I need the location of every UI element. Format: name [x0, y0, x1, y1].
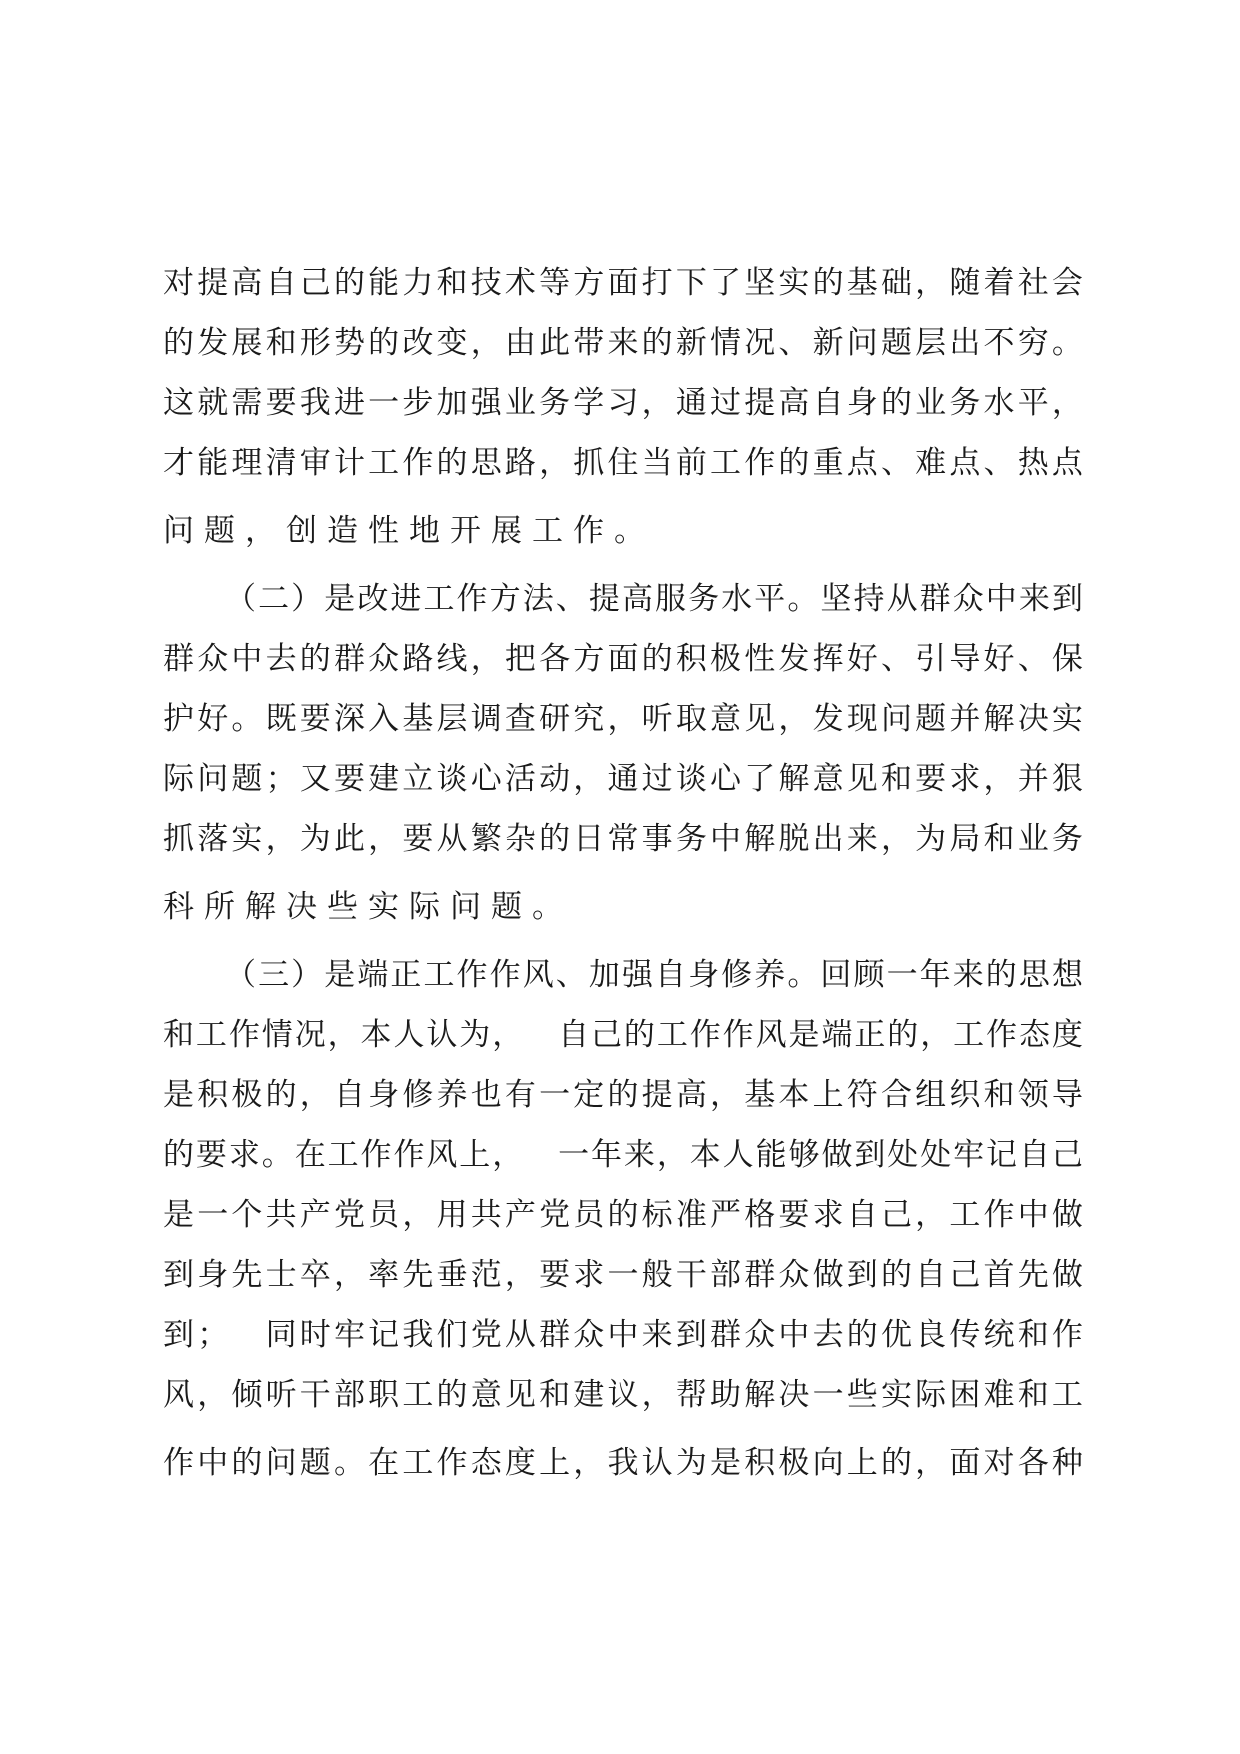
text-line: 抓 落 实 ， 为 此 ， 要 从 繁 杂 的 日 常 事 务 中 解 脱 出 来 ， 为 局 和 业 务 [163, 821, 1083, 857]
text-line: 这 就 需 要 我 进 一 步 加 强 业 务 学 习 ， 通 过 提 高 自 身 的 业 务 水 平 ， [163, 385, 1083, 421]
text-line: 到 ； 同 时 牢 记 我 们 党 从 群 众 中 来 到 群 众 中 去 的 优 良 传 统 和 作 [163, 1317, 1083, 1353]
text-line: 问题，创造性地开展工作。 [163, 513, 655, 549]
text-line: 对 提 高 自 己 的 能 力 和 技 术 等 方 面 打 下 了 坚 实 的 基 础 ， 随 着 社 会 [163, 265, 1083, 301]
text-line: 科所解决些实际问题。 [163, 889, 573, 925]
text-line: 和 工 作 情 况 ， 本 人 认 为 ， 自 己 的 工 作 作 风 是 端 正 的 ， 工 作 态 度 [163, 1017, 1083, 1053]
text-line: 到 身 先 士 卒 ， 率 先 垂 范 ， 要 求 一 般 干 部 群 众 做 到 的 自 己 首 先 做 [163, 1257, 1083, 1293]
text-line: 的 发 展 和 形 势 的 改 变 ， 由 此 带 来 的 新 情 况 、 新 问 题 层 出 不 穷 。 [163, 325, 1083, 361]
text-line: 群 众 中 去 的 群 众 路 线 ， 把 各 方 面 的 积 极 性 发 挥 好 、 引 导 好 、 保 [163, 641, 1083, 677]
text-line: （ 二 ） 是 改 进 工 作 方 法 、 提 高 服 务 水 平 。 坚 持 从 群 众 中 来 到 [225, 581, 1083, 617]
text-line: 才 能 理 清 审 计 工 作 的 思 路 ， 抓 住 当 前 工 作 的 重 点 、 难 点 、 热 点 [163, 445, 1083, 481]
text-line: 的 要 求 。 在 工 作 作 风 上 ， 一 年 来 ， 本 人 能 够 做 到 处 处 牢 记 自 己 [163, 1137, 1083, 1173]
text-line: 际 问 题 ； 又 要 建 立 谈 心 活 动 ， 通 过 谈 心 了 解 意 见 和 要 求 ， 并 狠 [163, 761, 1083, 797]
text-line: 护 好 。 既 要 深 入 基 层 调 查 研 究 ， 听 取 意 见 ， 发 现 问 题 并 解 决 实 [163, 701, 1083, 737]
text-line: 作 中 的 问 题 。 在 工 作 态 度 上 ， 我 认 为 是 积 极 向 上 的 ， 面 对 各 种 [163, 1445, 1083, 1481]
text-line: 风 ， 倾 听 干 部 职 工 的 意 见 和 建 议 ， 帮 助 解 决 一 些 实 际 困 难 和 工 [163, 1377, 1083, 1413]
text-line: 是 一 个 共 产 党 员 ， 用 共 产 党 员 的 标 准 严 格 要 求 自 己 ， 工 作 中 做 [163, 1197, 1083, 1233]
text-line: （ 三 ） 是 端 正 工 作 作 风 、 加 强 自 身 修 养 。 回 顾 一 年 来 的 思 想 [225, 957, 1083, 993]
text-line: 是 积 极 的 ， 自 身 修 养 也 有 一 定 的 提 高 ， 基 本 上 符 合 组 织 和 领 导 [163, 1077, 1083, 1113]
